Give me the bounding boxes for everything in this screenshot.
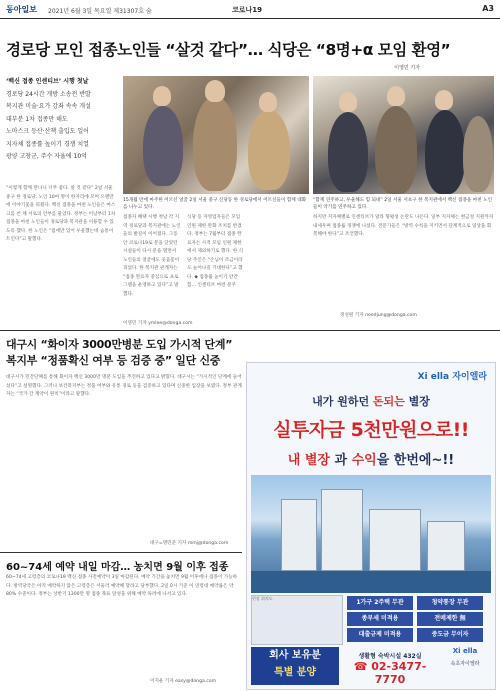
ad-footer-brand: Xi ella [452,647,478,655]
article-body: 대구시가 민간단체를 통해 화이자 백신 3000만 명분 도입을 추진하고 있다고 밝혔다. 대구시는 “가시적인 단계에 들어섰다”고 설명했다. 그러나 보건복지부는 정품 여부와 유통 경로 등을 검증하고 있다며 신중한 입장을 보였다. 정부 관계자는 “국가 간 계약이 원칙”이라고 말했다. [6,375,242,397]
ad-sub-slogan [247,449,495,468]
ad-tagline-text: 별장 [404,395,430,408]
reporter-email: 이지운 기자 easy@donga.com [150,679,217,684]
reporter-email: 이영민 기자 ymlee@donga.com [123,321,193,326]
ad-sub-slogan-part: 을 한번에~!! [376,453,455,468]
newspaper-logo: 동아일보 [6,4,37,14]
photo-seniors-at-senior-center [123,76,309,194]
article-subheadline: 복지부 “정품확신 여부 등 검증 중” 일단 신중 [6,354,221,367]
ad-feature: 종부세 미적용 [347,612,413,626]
ad-tagline-emphasis: 돈되는 [372,395,405,408]
reporter-email: 정성원 기자 needjung@donga.com [340,313,417,318]
ad-feature: 중도금 무이자 [417,628,483,642]
subhead: 광양 고창군, 주수 자율에 10억 [6,153,87,160]
ad-footer-label: 속초자이엘라 [450,661,480,667]
real-estate-advertisement[interactable] [246,362,496,690]
main-headline: 경로당 모인 접종노인들 “살것 같다”… 식당은 “8명+α 모임 환영” [6,41,451,59]
main-byline: 이영민 기자 [394,65,420,71]
ad-feature: 전매제한 無 [417,612,483,626]
ad-tagline [247,393,495,409]
photo-caption: “함께 연주하고, 우울해도 힘 되네” 2일 서울 서초구 한 복지관에서 백신 접종을 마친 노인들이 악기를 연주하고 있다. [313,198,493,210]
page-number: A3 [482,4,494,13]
ad-feature: 1가구 2주택 무관 [347,596,413,610]
article-column: 접종자 혜택 시행 첫날 각 지역 경로당과 복지관에는 노인들의 발길이 이어졌다. 그동안 코로나19로 문을 닫았던 시설들이 다시 문을 열면서 노인들의 얼굴에도 웃음꽃이 피었다. 한 복지관 관계자는 “접종 완료자 중심으로 프로그램을 운영하고 있다”고 말했다. [123,215,181,297]
section-title: 코로나19 [232,6,263,14]
ad-sub-slogan-part: 내 별장 [287,453,330,468]
ad-brand-footer [439,647,491,685]
subhead: ‘백신 접종 인센티브’ 시행 첫날 [6,78,89,85]
reporter-email: 대구=명민준 기자 mmj@donga.com [150,541,229,546]
article-column: 하지만 지자체별로 인센티브가 달라 형평성 논란도 나온다. 일부 지자체는 현금성 지원까지 내세우며 접종률 경쟁에 나섰다. 전문가들은 “방역 수칙을 지키면서 단계적으로 일상을 회복해야 한다”고 조언했다. [313,215,494,237]
main-article-body: “이렇게 함께 만나니 너무 좋다. 살 것 같다” 2일 서울 중구 한 경로당. 노인 10여 명이 한자리에 모여 오랜만에 이야기꽃을 피웠다. 백신 접종을 마친 노인들은 마스크를 쓴 채 서로의 안부를 물었다. 정부는 이날부터 1차 접종을 마친 노인들이 경로당과 복지관을 이용할 수 있도록 했다. 한 노인은 “집에만 있어 우울했는데 숨통이 트인다”고 말했다. [6,186,116,242]
subhead: 대부분 1차 접종만 해도 [6,115,68,123]
subheads [6,76,118,164]
ad-phone-number[interactable]: ☎ 02-3477-7770 [353,660,427,686]
ad-special-sale-badge [251,647,339,685]
ad-feature-list [345,595,491,643]
issue-date: 2021년 6월 3일 목요일 제31307호 숨 [48,8,152,15]
ad-location-map: 현장 위치도 [251,595,343,645]
section-divider [0,330,500,331]
ad-brand-logo: Xi ella 자이엘라 [417,372,487,382]
article-body: 60~74세 고령층의 코로나19 백신 접종 사전예약이 3일 마감된다. 예약 기간을 놓치면 9월 이후에나 접종이 가능하다. 방역당국은 아직 예약하지 않은 고령층은 서둘러 예약해 달라고 당부했다. 2일 0시 기준 이 연령대 예약률은 약 80% 수준이다. 정부는 상반기 1300만 명 접종 목표 달성을 위해 예약 독려에 나서고 있다. [6,575,238,597]
subhead: 복지관 미술·요가 강좌 속속 개설 [6,103,91,110]
photo-caption: 15개월 만에 마주한 어르신 얼굴 2일 서울 중구 신당동 한 경로당에서 어르신들이 함께 대화를 나누고 있다. [123,198,307,210]
ad-feature: 대출규제 미적용 [347,628,413,642]
ad-main-slogan: 실투자금 5천만원으로!! [273,419,469,441]
ad-sub-slogan-part: 수익 [351,453,377,468]
subhead: 경로당 24시간 개방 소송전 반발 [6,90,91,98]
ad-tagline-text: 내가 원하던 [312,395,373,408]
subhead: 지자체 접종률 높이기 경쟁 치열 [6,140,89,148]
newspaper-header [0,0,500,19]
section-divider [0,552,242,553]
ad-contact[interactable] [343,647,437,685]
ad-coastal-building-render [251,475,491,593]
ad-feature: 청약통장 무관 [417,596,483,610]
article-headline: 대구시 “화이자 3000만병분 도입 가시적 단계” [6,338,233,351]
ad-sale-text: 특별 분양 [273,667,317,678]
subhead: 노마스크 등산·산책 출입도 일어 [6,128,89,135]
ad-sale-text: 회사 보유분 [269,650,321,661]
ad-sub-slogan-part: 과 [329,453,352,468]
article-column: 식당 등 자영업자들은 모임 인원 제한 완화 조치를 반겼다. 정부는 7월부터 접종 완료자는 사적 모임 인원 제한에서 제외하기로 했다. 한 식당 주인은 “손님이 조금이라도 늘어나길 기대한다”고 했다. ◆ 접종률 높이기 안간힘… 인센티브 마련 분주 [187,215,244,288]
photo-seniors-playing-instruments [313,76,494,194]
ad-contact-label: 생활형 숙박시설 432실 [358,653,422,660]
article-headline: 60~74세 예약 내일 마감… 농치면 9월 이후 접종 [6,562,229,573]
